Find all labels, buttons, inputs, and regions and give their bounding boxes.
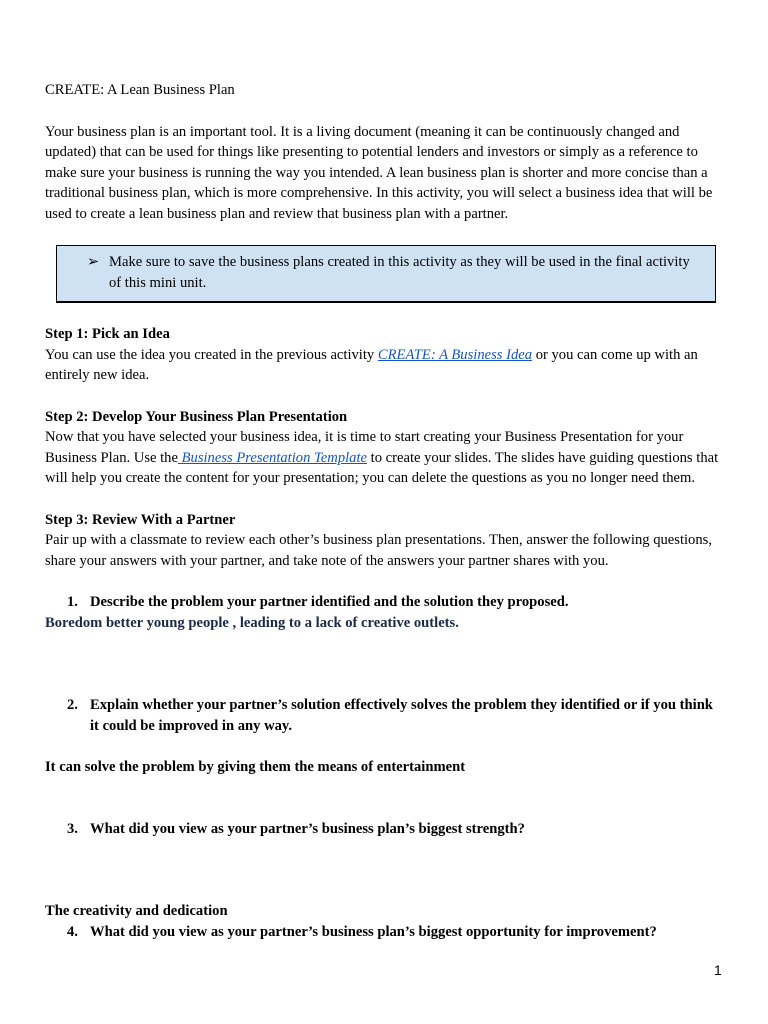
answer-3: The creativity and dedication — [45, 903, 228, 919]
step-2-section — [45, 407, 725, 489]
question-1 — [67, 592, 725, 613]
answer-1: Boredom better young people , leading to a lack of creative outlets. — [45, 614, 459, 631]
question-3 — [67, 819, 725, 840]
step-1-section — [45, 324, 725, 386]
step-1-text — [45, 345, 725, 386]
step-3-text: Pair up with a classmate to review each other’s business plan presentations. Then, answer the following questions, share your answers with your partner, and take note of the answers your partner shares with you. — [45, 532, 712, 569]
question-number: 4. — [67, 923, 78, 940]
intro-paragraph: Your business plan is an important tool. It is a living document (meaning it can be continuously changed and updated) that can be used for things like presenting to potential lenders and investors or simply as a reference to make sure your business is running the way you intended. A lean business plan is shorter and more concise than a traditional business plan, which is more comprehensive. In this activity, you will select a business idea that will be used to create a lean business plan and review that business plan with a partner. — [45, 123, 713, 222]
question-number: 2. — [67, 697, 78, 713]
save-reminder-text: Make sure to save the business plans created in this activity as they will be used in the final activity of this mini unit. — [109, 254, 690, 291]
question-2 — [67, 695, 725, 736]
arrow-bullet-icon: ➢ — [87, 254, 100, 270]
step-1-text-after: or you can come up with an entirely new idea. — [45, 346, 698, 383]
step-2-heading: Step 2: Develop Your Business Plan Presentation — [45, 408, 348, 425]
question-text: What did you view as your partner’s business plan’s biggest strength? — [90, 820, 525, 837]
page-number: 1 — [714, 962, 722, 978]
step-3-heading: Step 3: Review With a Partner — [45, 511, 236, 528]
business-presentation-template-link[interactable]: Business Presentation Template — [177, 449, 368, 466]
document-title: CREATE: A Lean Business Plan — [45, 82, 235, 98]
answer-2: It can solve the problem by giving them the means of entertainment — [45, 759, 466, 775]
question-4 — [67, 922, 725, 943]
step-1-text-before: You can use the idea you created in the previous activity — [45, 346, 378, 363]
question-text: Explain whether your partner’s solution effectively solves the problem they identified or if you think it could be improved in any way. — [90, 697, 713, 734]
create-business-idea-link[interactable]: CREATE: A Business Idea — [377, 346, 533, 363]
question-text: What did you view as your partner’s business plan’s biggest opportunity for improvement? — [90, 923, 657, 940]
question-number: 3. — [67, 820, 78, 837]
question-number: 1. — [67, 594, 78, 610]
step-2-text-before: Now that you have selected your business idea, it is time to start creating your Business Presentation for your Business Plan. Use the — [45, 429, 684, 466]
question-text: Describe the problem your partner identified and the solution they proposed. — [90, 594, 569, 610]
step-1-heading: Step 1: Pick an Idea — [45, 326, 170, 342]
step-2-text — [45, 427, 725, 489]
save-reminder-callout — [56, 245, 716, 303]
step-2-text-after: to create your slides. The slides have guiding questions that will help you create the content for your presentation; you can delete the questions as you no longer need them. — [45, 449, 719, 486]
document-body — [45, 80, 725, 942]
step-3-section — [45, 510, 725, 572]
